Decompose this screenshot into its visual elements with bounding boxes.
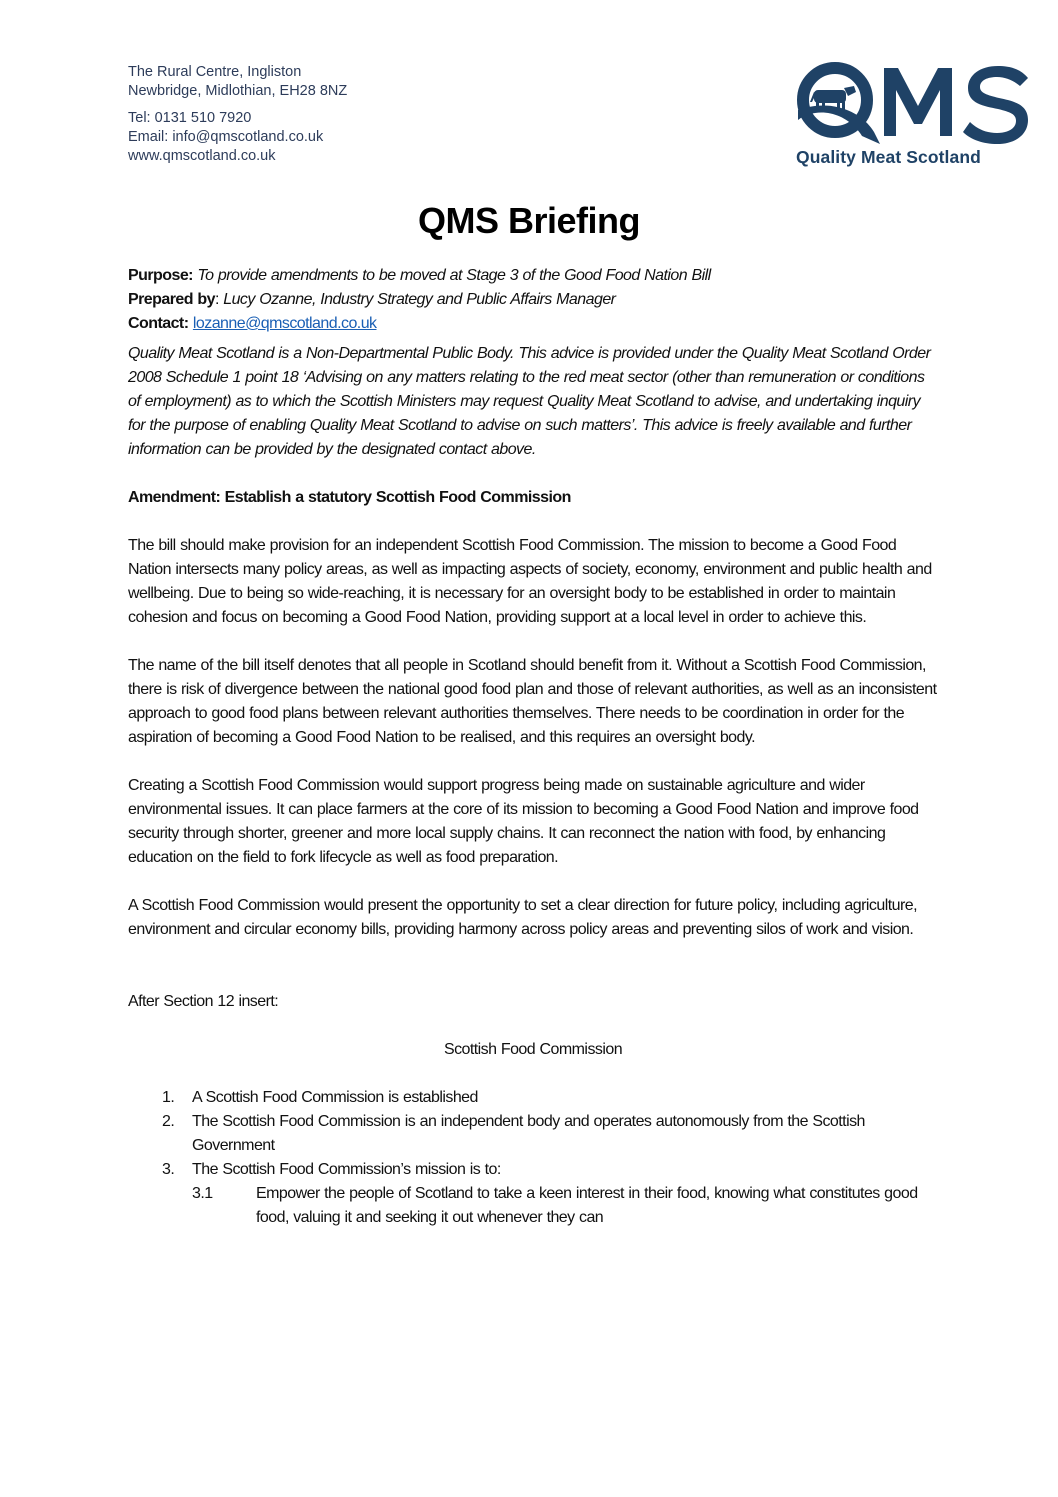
address-block: [128, 63, 347, 166]
telephone: Tel: 0131 510 7920: [128, 110, 252, 126]
clause-text: The Scottish Food Commission is an independent body and operates autonomously from the Scottish Government: [192, 1113, 865, 1154]
logo-caption: Quality Meat Scotland: [796, 147, 981, 167]
prepared-by-value: Lucy Ozanne, Industry Strategy and Public Affairs Manager: [223, 291, 616, 308]
contact-label: Contact:: [128, 315, 189, 332]
purpose-label: Purpose:: [128, 267, 193, 284]
subclause-item: [128, 1182, 938, 1230]
address-line-1: The Rural Centre, Ingliston: [128, 64, 302, 80]
after-section-instruction: After Section 12 insert:: [128, 993, 279, 1010]
clause-number: 2.: [162, 1113, 175, 1130]
qms-logo: [792, 62, 1032, 172]
body-paragraph: A Scottish Food Commission would present the opportunity to set a clear direction for future policy, including agriculture, environment and circular economy bills, providing harmony across policy areas and preventing silos of work and vision.: [128, 897, 917, 938]
clause-number: 1.: [162, 1089, 175, 1106]
contact-line: [128, 312, 938, 336]
clause-item: [128, 1110, 938, 1158]
clause-text: The Scottish Food Commission’s mission is to:: [192, 1161, 501, 1178]
body-paragraph: The bill should make provision for an independent Scottish Food Commission. The mission to become a Good Food Nation intersects many policy areas, as well as impacting aspects of society, economy, environment and public health and wellbeing. Due to being so wide-reaching, it is necessary for an oversight body to be established in order to maintain cohesion and focus on becoming a Good Food Nation, providing support at a local level in order to achieve this.: [128, 537, 932, 626]
page-title: QMS Briefing: [417, 200, 640, 241]
disclaimer-paragraph: Quality Meat Scotland is a Non-Departmental Public Body. This advice is provided under the Quality Meat Scotland Order 2008 Schedule 1 point 18 ‘Advising on any matters relating to the red meat sector (other than remuneration or conditions of employment) as to which the Scottish Ministers may request Quality Meat Scotland to advise, and undertaking inquiry for the purpose of enabling Quality Meat Scotland to advise on such matters’. This advice is freely available and further information can be provided by the designated contact above.: [128, 345, 931, 458]
clause-item: [128, 1158, 938, 1230]
document-body: [128, 264, 938, 1230]
subclause-number: 3.1: [192, 1185, 213, 1202]
body-paragraph: Creating a Scottish Food Commission would support progress being made on sustainable agriculture and wider environmental issues. It can place farmers at the core of its mission to becoming a Good Food Nation and improve food security through shorter, greener and more local supply chains. It can reconnect the nation with food, by enhancing education on the field to fork lifecycle as well as food preparation.: [128, 777, 919, 866]
clause-list: [128, 1086, 938, 1230]
insert-heading: Scottish Food Commission: [443, 1041, 623, 1058]
clause-item: [128, 1086, 938, 1110]
address-gap: [128, 101, 347, 109]
purpose-line: [128, 264, 938, 288]
contact-email-link[interactable]: lozanne@qmscotland.co.uk: [192, 315, 377, 332]
prepared-by-line: [128, 288, 938, 312]
clause-text: A Scottish Food Commission is established: [192, 1089, 478, 1106]
subclause-text: Empower the people of Scotland to take a keen interest in their food, knowing what constitutes good food, valuing it and seeking it out whenever they can: [256, 1185, 918, 1226]
prepared-by-separator: :: [214, 291, 224, 308]
amendment-heading: Amendment: Establish a statutory Scottish Food Commission: [128, 489, 571, 506]
body-paragraph: The name of the bill itself denotes that all people in Scotland should benefit from it. Without a Scottish Food Commission, there is risk of divergence between the national good food plan and those of relevant authorities, as well as an inconsistent approach to good food plans between relevant authorities themselves. There needs to be coordination in order for the aspiration of becoming a Good Food Nation to be realised, and this requires an oversight body.: [128, 657, 937, 746]
address-line-2: Newbridge, Midlothian, EH28 8NZ: [128, 83, 348, 99]
qms-logo-mark: [792, 62, 1032, 146]
website: www.qmscotland.co.uk: [128, 148, 276, 164]
prepared-by-label: Prepared by: [128, 291, 215, 308]
purpose-value: To provide amendments to be moved at Stage 3 of the Good Food Nation Bill: [197, 267, 711, 284]
email: Email: info@qmscotland.co.uk: [128, 129, 324, 145]
clause-number: 3.: [162, 1161, 175, 1178]
